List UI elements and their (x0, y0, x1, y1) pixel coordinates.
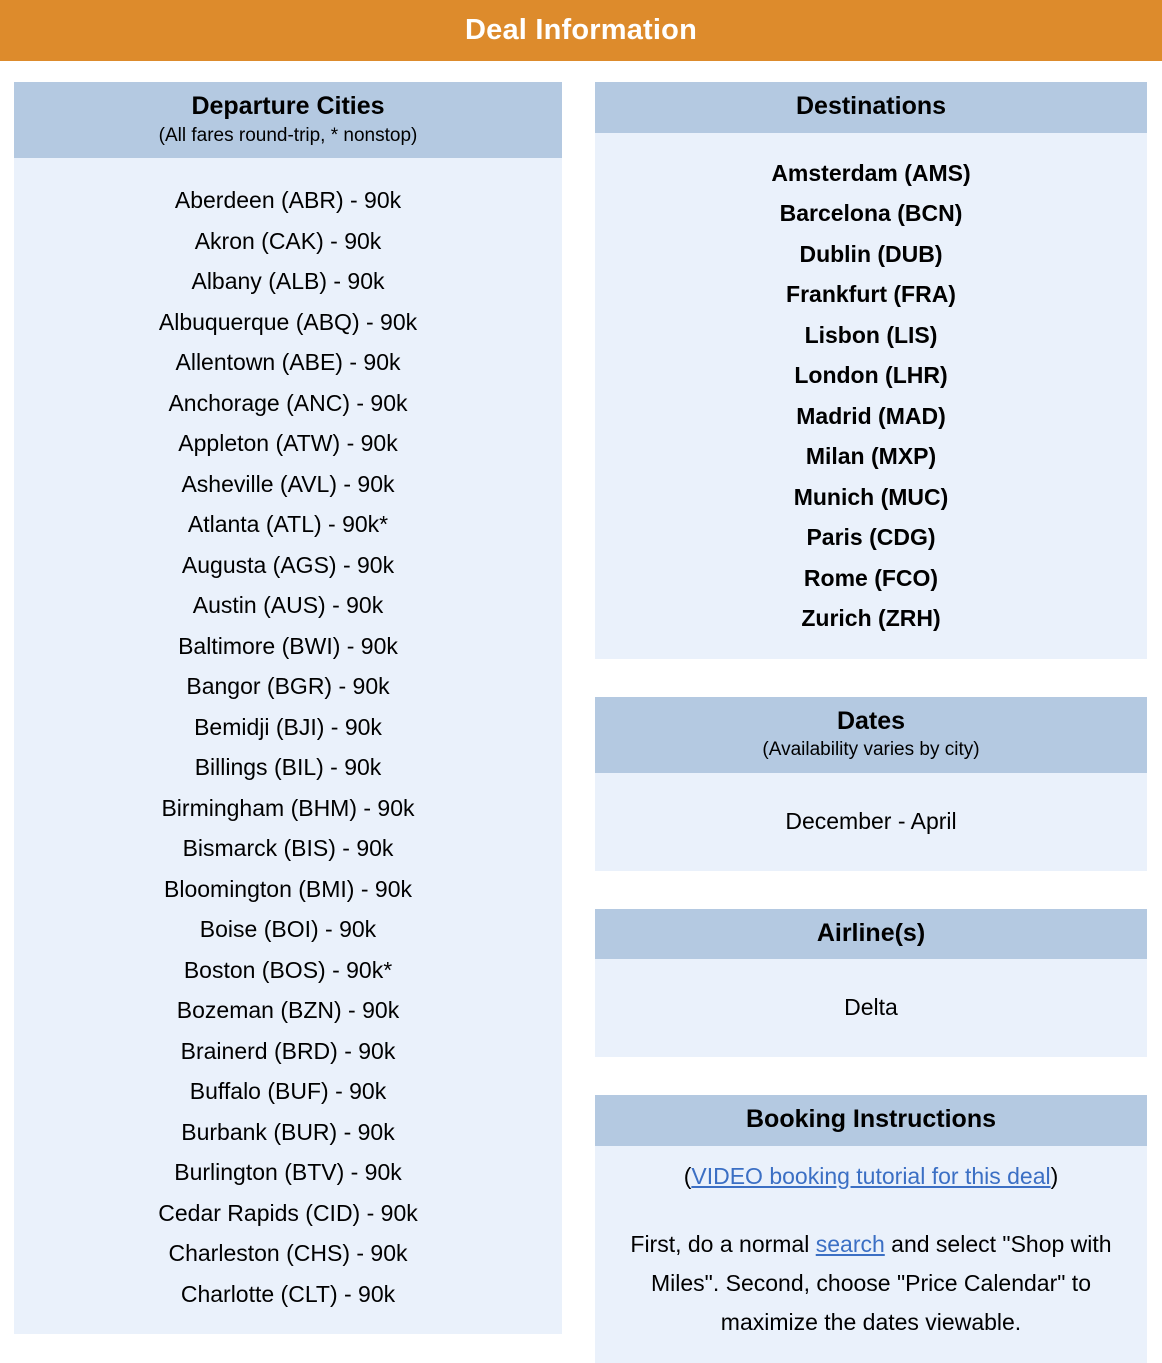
list-item: Amsterdam (AMS) (771, 159, 971, 186)
list-item: Austin (AUS) - 90k (192, 592, 384, 619)
dates-title: Dates (836, 706, 906, 735)
list-item: Lisbon (LIS) (804, 321, 938, 348)
video-tutorial-line (617, 1162, 1125, 1192)
airlines-panel (595, 909, 1147, 1057)
list-item: Boise (BOI) - 90k (199, 916, 377, 943)
departure-cities-subtitle: (All fares round-trip, * nonstop) (158, 124, 418, 146)
video-tutorial-link[interactable]: VIDEO booking tutorial for this deal (691, 1162, 1051, 1189)
dates-body (595, 773, 1147, 871)
open-paren: ( (683, 1162, 692, 1189)
airlines-title: Airline(s) (816, 918, 926, 947)
content-columns (0, 61, 1162, 1363)
search-link[interactable]: search (815, 1231, 885, 1258)
list-item: Albany (ALB) - 90k (191, 268, 385, 295)
list-item: Akron (CAK) - 90k (194, 227, 382, 254)
departure-cities-list (14, 158, 562, 1334)
list-item: Zurich (ZRH) (801, 605, 941, 631)
list-item: Buffalo (BUF) - 90k (189, 1078, 387, 1105)
list-item: Milan (MXP) (805, 443, 937, 469)
list-item: Barcelona (BCN) (779, 200, 963, 226)
list-item: Brainerd (BRD) - 90k (180, 1037, 396, 1064)
close-paren: ) (1050, 1162, 1059, 1189)
destinations-panel (595, 82, 1147, 659)
list-item: Bangor (BGR) - 90k (186, 673, 390, 700)
list-item: Frankfurt (FRA) (786, 281, 956, 307)
list-item: Atlanta (ATL) - 90k* (187, 511, 389, 538)
list-item: Aberdeen (ABR) - 90k (174, 187, 402, 214)
list-item: Baltimore (BWI) - 90k (178, 632, 398, 659)
left-column (14, 82, 562, 1334)
airlines-header (595, 909, 1147, 960)
destinations-header (595, 82, 1147, 133)
booking-steps-text (617, 1225, 1125, 1341)
list-item: Billings (BIL) - 90k (194, 754, 382, 781)
list-item: Burlington (BTV) - 90k (174, 1159, 402, 1186)
booking-instructions-title: Booking Instructions (746, 1105, 996, 1134)
list-item: Appleton (ATW) - 90k (178, 430, 398, 457)
list-item: Bemidji (BJI) - 90k (194, 713, 382, 740)
booking-text-part2: and select "Shop with Miles". Second, choose "Price Calendar" to maximize the dates viewable. (651, 1231, 1112, 1335)
list-item: Bismarck (BIS) - 90k (182, 835, 394, 862)
list-item: Burbank (BUR) - 90k (181, 1118, 395, 1145)
list-item: Cedar Rapids (CID) - 90k (158, 1199, 418, 1226)
list-item: Charlotte (CLT) - 90k (180, 1280, 396, 1307)
airlines-body (595, 959, 1147, 1057)
list-item: Bloomington (BMI) - 90k (164, 875, 412, 902)
destinations-list (595, 133, 1147, 659)
departure-cities-header (14, 82, 562, 158)
list-item: Allentown (ABE) - 90k (175, 349, 401, 376)
list-item: Charleston (CHS) - 90k (168, 1240, 408, 1267)
booking-instructions-header (595, 1095, 1147, 1146)
list-item: Birmingham (BHM) - 90k (161, 794, 415, 821)
list-item: Asheville (AVL) - 90k (181, 470, 395, 497)
dates-panel (595, 697, 1147, 871)
page-header-bar (0, 0, 1162, 61)
booking-instructions-panel (595, 1095, 1147, 1363)
list-item: Augusta (AGS) - 90k (181, 551, 395, 578)
list-item: Dublin (DUB) (799, 240, 943, 267)
booking-instructions-body (595, 1146, 1147, 1363)
right-column (595, 82, 1147, 1363)
list-item: Rome (FCO) (803, 564, 939, 591)
dates-value: December - April (785, 807, 957, 834)
departure-cities-title: Departure Cities (191, 92, 385, 120)
booking-text-part1: First, do a normal (630, 1231, 816, 1258)
list-item: Anchorage (ANC) - 90k (168, 389, 408, 416)
list-item: Albuquerque (ABQ) - 90k (158, 308, 418, 335)
departure-cities-panel (14, 82, 562, 1334)
list-item: Boston (BOS) - 90k* (183, 956, 393, 983)
dates-subtitle: (Availability varies by city) (762, 739, 980, 760)
list-item: Madrid (MAD) (796, 402, 946, 429)
list-item: Munich (MUC) (793, 483, 949, 510)
airlines-value: Delta (844, 994, 898, 1021)
list-item: London (LHR) (794, 362, 948, 388)
list-item: Paris (CDG) (806, 524, 936, 550)
list-item: Bozeman (BZN) - 90k (176, 997, 400, 1024)
destinations-title: Destinations (795, 92, 947, 120)
page-title: Deal Information (465, 14, 697, 46)
dates-header (595, 697, 1147, 773)
